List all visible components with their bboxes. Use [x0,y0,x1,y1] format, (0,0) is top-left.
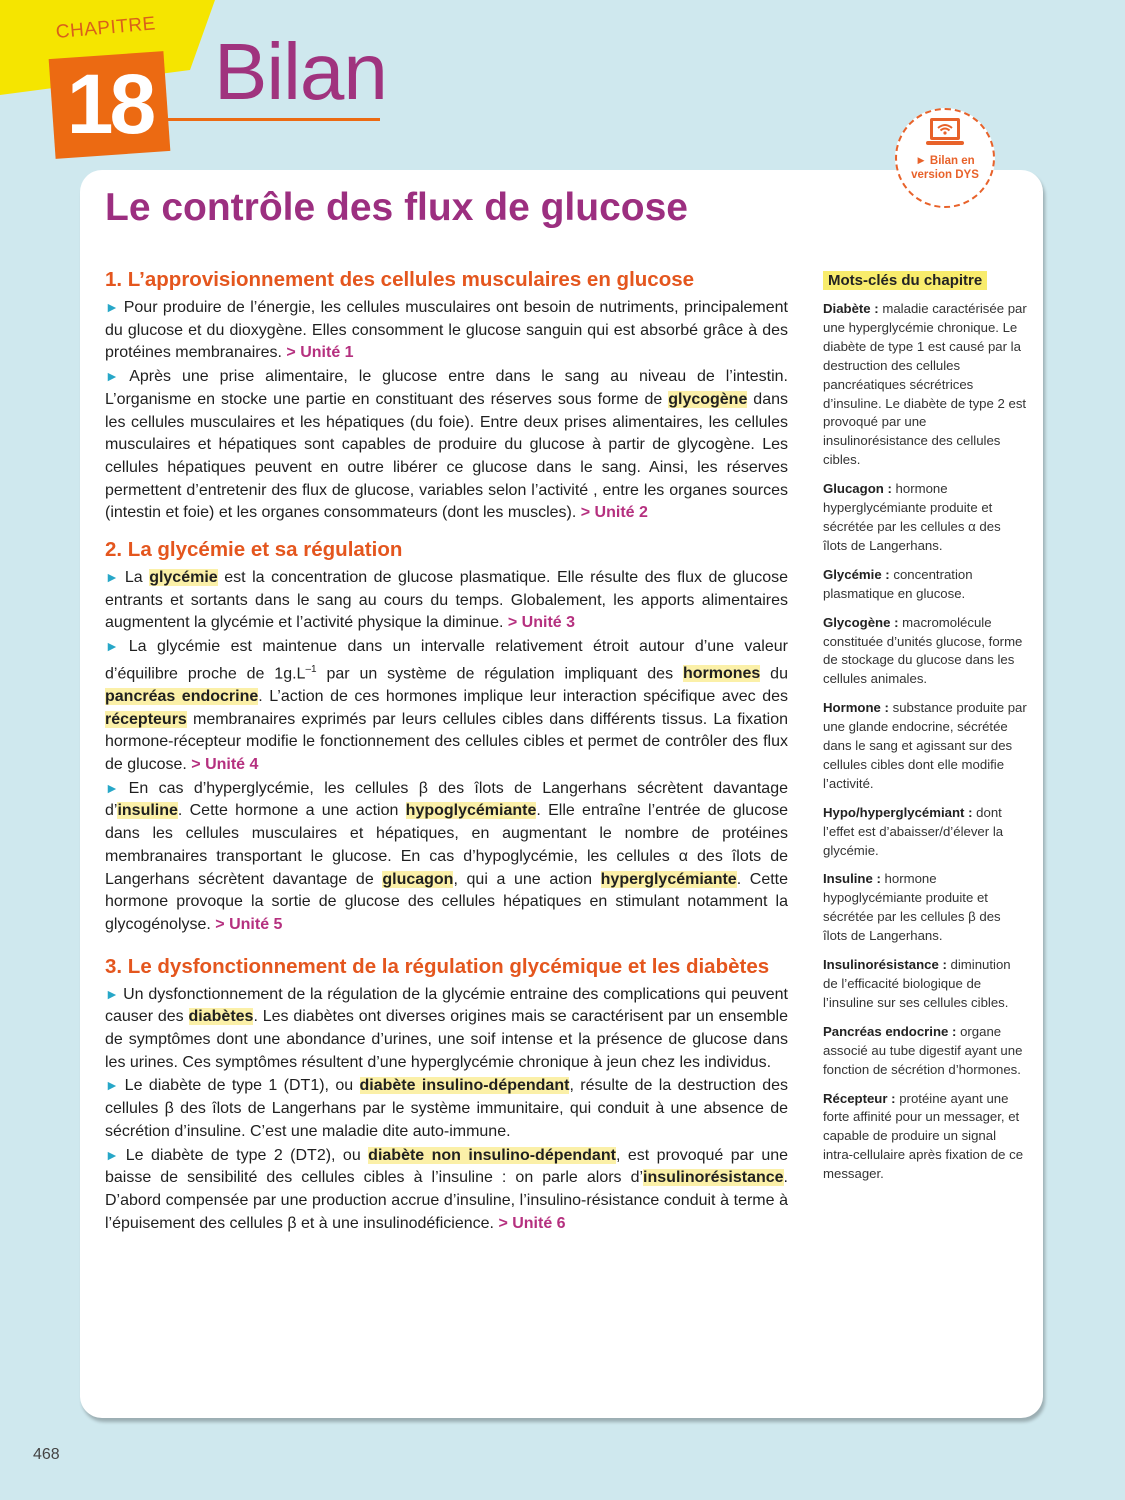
keyword-entry [823,480,1028,556]
text-run: , qui a une action [453,870,601,888]
text-run: –1 [305,663,317,675]
section-title: 3. Le dysfonctionnement de la régulation glycémique et les diabètes [105,954,770,978]
main-column [105,268,788,1235]
keyword-term: Diabète : [823,301,879,316]
text-run: Le diabète de type 1 (DT1), ou [124,1077,360,1095]
bullet-arrow-icon: ► [105,779,129,796]
highlighted-term: pancréas endocrine [105,687,259,705]
keyword-definition: macromolécule constituée d’unités glucose, forme de stockage du glucose dans les cellules animales. [823,614,1023,687]
section-title: 2. La glycémie et sa régulation [105,538,403,562]
keyword-term: Hypo/hyperglycémiant : [823,804,973,820]
text-run: Le diabète de type 2 (DT2), ou [125,1146,369,1164]
keywords-heading: Mots-clés du chapitre [823,271,987,290]
page-number: 468 [33,1446,60,1463]
keyword-entry [823,956,1028,1013]
highlighted-term: glycogène [668,390,748,408]
keyword-term: Hormone : [823,700,889,716]
paragraph [105,365,788,525]
keyword-term: Insuline : [823,871,881,887]
keyword-entry [823,1023,1028,1080]
chapter-title: Bilan [214,27,387,116]
text-run: , résulte de la destruction des cellules β des îlots de Langerhans par le système immunitaire, qui conduit à une absence de sécrétion d’insuline. C’est une maladie dite auto-immune. [105,1077,788,1140]
keyword-definition: hormone hypoglycémiante produite et sécrétée par les cellules β des îlots de Langerhans. [823,871,1001,944]
keyword-term: Glycémie : [823,566,890,582]
keyword-definition: protéine ayant une forte affinité pour un messager, et capable de produire un signal intra-cellulaire après fixation de ce messager. [823,1090,1024,1182]
text-run: . Les diabètes ont diverses origines mais se caractérisent par un ensemble de symptômes dont une abondance d’urines, une soif intense et la présence de glucose dans les urines. Ces symptômes résultent d’une hyperglycémie chronique à jeun chez les individus. [105,1008,788,1071]
paragraph [105,296,788,365]
bullet-arrow-icon: ► [105,1146,126,1163]
title-underline [160,118,380,121]
highlighted-term: diabète non insulino-dépendant [368,1146,616,1164]
bullet-arrow-icon: ► [105,569,125,586]
text-run: dans les cellules musculaires et les hépatiques (du foie). Entre deux prises alimentaires, les cellules musculaires et hépatiques sont capables de produire du glucose à partir de glycogène. Les cellules hépatiques peuvent en outre libérer ce glucose dans le sang. Ainsi, les réserves permettent d’entretenir des flux de glucose, variables selon l’activité , entre les organes sources (intestin et foie) et les organes consommateurs (dont les muscles). [105,390,789,522]
paragraph [105,1144,788,1236]
bullet-arrow-icon: ► [105,368,130,385]
keyword-term: Glucagon : [823,481,892,497]
keyword-entry [823,699,1028,794]
keyword-definition: organe associé au tube digestif ayant une fonction de sécrétion d’hormones. [823,1023,1023,1077]
text-run: du [760,665,788,683]
keyword-term: Pancréas endocrine : [823,1023,957,1039]
text-run: . L’action de ces hormones implique leur interaction spécifique avec des [258,687,789,705]
text-run: La glycémie est maintenue dans un intervalle relativement étroit autour d’une valeur d’équilibre proche de 1g.L [105,638,788,683]
text-run: En cas d’hyperglycémie, les cellules β des îlots de Langerhans sécrètent davantage d’ [105,779,789,820]
page-title: Le contrôle des flux de glucose [105,186,688,229]
highlighted-term: insuline [117,802,178,820]
keyword-definition: substance produite par une glande endocrine, sécrétée dans le sang et agissant sur des cellules cibles dont elle modifie l’activité. [823,700,1027,791]
keywords-sidebar [823,271,1028,1194]
keyword-definition: hormone hyperglycémiante produite et sécrétée par les cellules α des îlots de Langerhans. [823,481,1001,553]
highlighted-term: hyperglycémiante [600,870,737,888]
highlighted-term: diabète insulino-dépendant [359,1077,570,1095]
text-run: membranaires exprimés par leurs cellules cibles dans différents tissus. La fixation hormone-récepteur modifie le fonctionnement des cellules cibles et permet de contrôler des flux de glucose. [105,710,788,773]
text-run: . Elle entraîne l’entrée de glucose dans les cellules musculaires et hépatiques, en augmentant le nombre de protéines membranaires transportant le glucose. En cas d’hypoglycémie, les cellules α des îlots de Langerhans sécrètent davantage de [105,802,788,888]
section-title: 1. L’approvisionnement des cellules musculaires en glucose [105,268,695,291]
keyword-entry [823,300,1028,470]
keyword-entry [823,870,1028,946]
text-run: Pour produire de l’énergie, les cellules musculaires ont besoin de nutriments, principalement du glucose et du dioxygène. Elles consomment le glucose sanguin qui est absorbé grâce à des protéines membranaires. [105,299,788,362]
text-run: est la concentration de glucose plasmatique. Elle résulte des flux de glucose entrants et sortants dans le sang au cours du temps. Globalement, les apports alimentaires augmentent la glycémie et l’activité physique la diminue. [105,569,788,632]
text-run: . Cette hormone provoque la sortie de glucose des cellules hépatiques en stimulant notamment la glycogénolyse. [105,870,789,933]
paragraph [105,777,788,937]
unit-reference: > Unité 3 [507,614,576,632]
text-run: par un système de régulation impliquant des [316,665,683,683]
keywords-list [823,300,1028,1184]
paragraph [105,983,788,1075]
highlighted-term: hormones [682,665,761,683]
keyword-entry [823,614,1028,690]
dys-badge-label: ► Bilan en version DYS [911,155,979,181]
laptop-wifi-icon [925,116,965,150]
keyword-definition: concentration plasmatique en glucose. [823,566,973,601]
text-run: La [124,569,150,587]
unit-reference: > Unité 5 [215,915,283,933]
paragraph [105,635,788,777]
bullet-arrow-icon: ► [105,1077,125,1094]
chapter-label: CHAPITRE [55,13,157,43]
text-run: , est provoqué par une baisse de sensibilité des cellules cibles à l’insuline : on parle alors d’ [105,1146,789,1187]
highlighted-term: hypoglycémiante [405,802,537,820]
keyword-entry [823,566,1028,604]
unit-reference: > Unité 1 [286,344,354,362]
unit-reference: > Unité 2 [580,504,648,522]
bullet-arrow-icon: ► [105,299,124,315]
text-run: . Cette hormone a une action [177,802,406,820]
keyword-term: Glycogène : [823,614,899,630]
keyword-definition: maladie caractérisée par une hyperglycémie chronique. Le diabète de type 1 est causé par la destruction des cellules pancréatiques sécrétrices d’insuline. Le diabète de type 2 est provoqué par une insulinorésistance des cellules cibles. [823,301,1027,468]
keyword-definition: dont l’effet est d’abaisser/d’élever la glycémie. [823,804,1004,858]
chapter-number: 18 [66,57,153,151]
highlighted-term: récepteurs [105,710,187,728]
unit-reference: > Unité 4 [191,755,259,773]
highlighted-term: glucagon [382,870,454,888]
highlighted-term: insulinorésistance [643,1169,784,1187]
paragraph [105,566,788,635]
text-run: . D’abord compensée par une production accrue d’insuline, l’insulino-résistance conduit à terme à l’épuisement des cellules β et à une insulinodéficience. [105,1169,788,1232]
keyword-term: Insulinorésistance : [823,957,947,973]
bullet-arrow-icon: ► [105,638,129,655]
paragraph [105,1074,788,1143]
keyword-definition: diminution de l’efficacité biologique de l’insuline sur ses cellules cibles. [823,957,1011,1010]
dys-version-badge[interactable] [895,108,995,208]
keyword-entry [823,1090,1028,1185]
text-run: Un dysfonctionnement de la régulation de la glycémie entraine des complications qui peuvent causer des [105,985,789,1026]
highlighted-term: glycémie [149,569,218,587]
unit-reference: > Unité 6 [498,1214,566,1232]
bullet-arrow-icon: ► [105,985,124,1002]
keyword-entry [823,804,1028,861]
highlighted-term: diabètes [188,1008,254,1026]
keyword-term: Récepteur : [823,1090,896,1106]
text-run: Après une prise alimentaire, le glucose entre dans le sang au niveau de l’intestin. L’organisme en stocke une partie en constituant des réserves sous forme de [105,368,788,408]
